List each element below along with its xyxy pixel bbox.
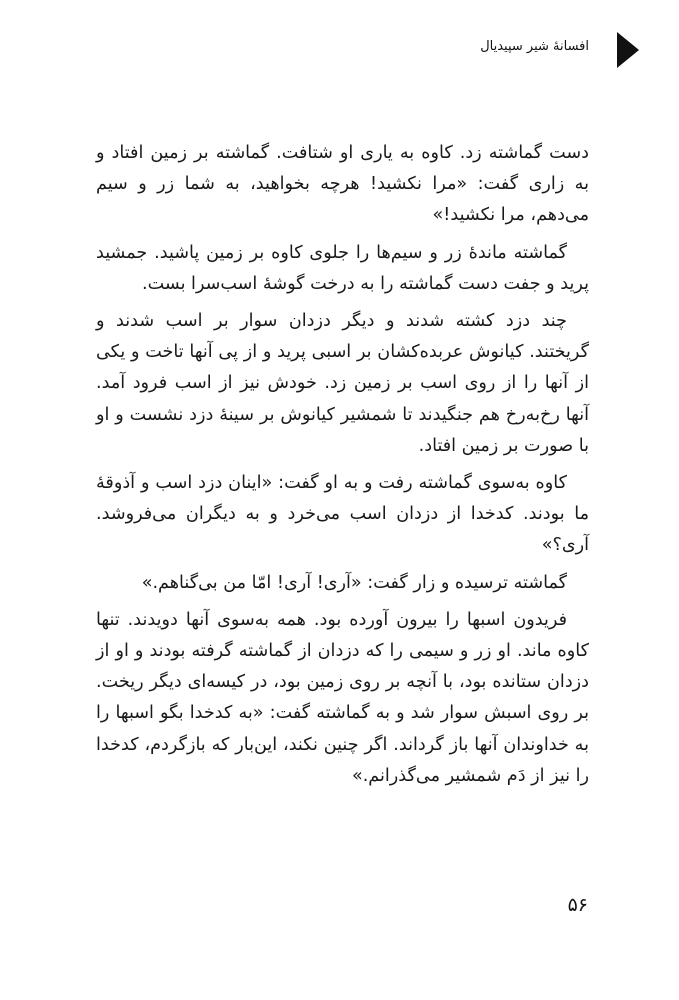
paragraph: کاوه به‌سوی گماشته رفت و به او گفت: «اینان دزد اسب و آذوقهٔ ما بودند. کدخدا از دزدان اسب می‌خرد و به دیگران می‌فروشد. آری؟» [96,473,589,556]
page-header [0,28,593,68]
paragraph: گماشته ماندهٔ زر و سیم‌ها را جلوی کاوه بر زمین پاشید. جمشید پرید و جفت دست گماشته را به درخت گوشهٔ اسب‌سرا بست. [96,242,589,294]
paragraph: گماشته ترسیده و زار گفت: «آری! آری! امّا من بی‌گناهم.» [141,572,567,593]
running-head-title: افسانهٔ شیر سپیدیال [480,39,589,54]
paragraph: فریدون اسبها را بیرون آورده بود. همه به‌سوی آنها دویدند. تنها کاوه ماند. او زر و سیمی را که دزدان از گماشته گرفته بودند و او از دزدان ستانده بود، با آنچه بر روی زمین بود، در کیسه‌ای دیگر ریخت. بر روی اسبش سوار شد و به گماشته گفت: «به کدخدا بگو اسبها را به خداوندان آنها باز گرداند. اگر چنین نکند، این‌بار که بازگردم، کدخدا را نیز از دَم شمشیر می‌گذرانم.» [96,609,589,786]
paragraph: دست گماشته زد. کاوه به یاری او شتافت. گماشته بر زمین افتاد و به زاری گفت: «مرا نکشید! هرچه بخواهید، به شما زر و سیم می‌دهم، مرا نکشید!» [96,143,589,226]
body-text [96,138,589,798]
chapter-marker-triangle-icon [617,32,639,68]
paragraph: چند دزد کشته شدند و دیگر دزدان سوار بر اسب شدند و گریختند. کیانوش عربده‌کشان بر اسبی پرید و از پی آنها تاخت و یکی از آنها را از روی اسب بر زمین زد. خودش نیز از اسب فرود آمد. آنها رخ‌به‌رخ هم جنگیدند تا شمشیر کیانوش بر سینهٔ دزد نشست و او با صورت بر زمین افتاد. [96,311,589,456]
page-number: ۵۶ [567,894,588,916]
